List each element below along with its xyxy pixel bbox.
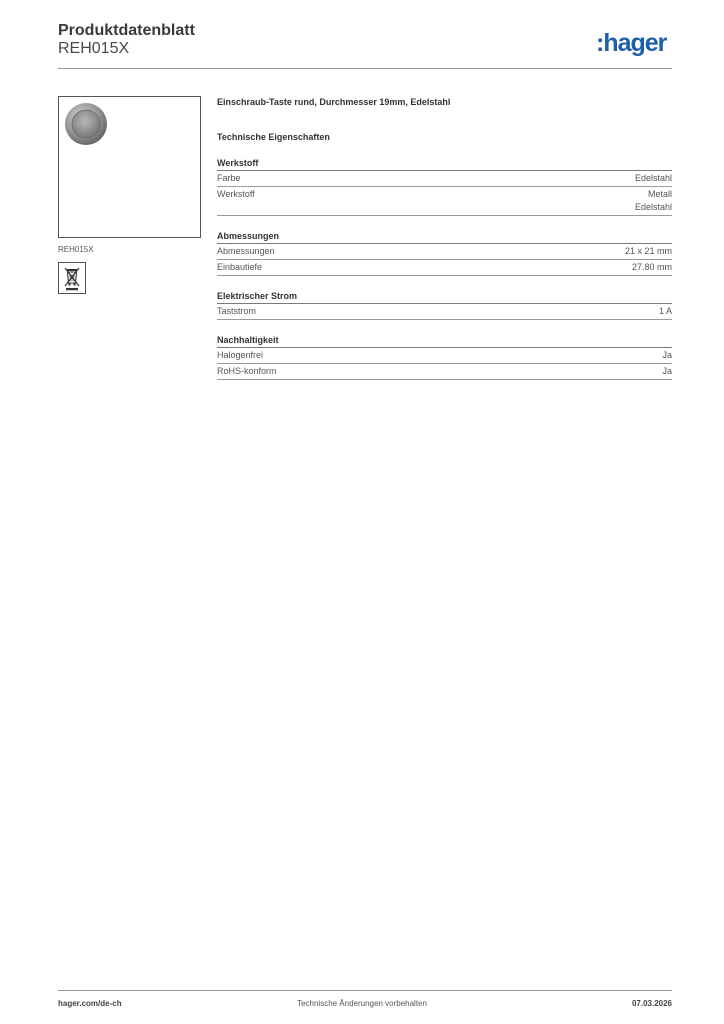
footer-date: 07.03.2026 [631,999,672,1008]
footer-disclaimer: Technische Änderungen vorbehalten [297,999,427,1008]
footer-divider [58,990,672,991]
section-title: Nachhaltigkeit [217,334,672,348]
spec-value: Edelstahl [634,173,672,183]
spec-value: 21 x 21 mm [624,246,672,256]
section-title: Elektrischer Strom [217,290,672,304]
product-image [63,101,109,147]
image-caption: REH015X [58,245,94,254]
logo-text: :hager [596,29,667,57]
spec-value: 27.80 mm [631,262,672,272]
spec-row [217,260,672,276]
spec-row [217,187,672,216]
section-werkstoff [217,157,672,216]
hager-logo [596,27,674,59]
spec-label: Halogenfrei [217,350,264,360]
section-title: Abmessungen [217,230,672,244]
spec-row [217,244,672,260]
product-code: REH015X [58,40,130,57]
spec-content [217,96,672,380]
spec-row [217,348,672,364]
spec-label: Werkstoff [217,189,255,199]
spec-value: Metall Edelstahl [634,189,672,212]
footer-website: hager.com/de-ch [58,999,122,1008]
spec-label: Einbautiefe [217,262,263,272]
page-title: Produktdatenblatt [58,22,195,39]
spec-label: RoHS-konform [217,366,277,376]
spec-value: 1 A [658,306,672,316]
spec-label: Taststrom [217,306,257,316]
spec-row [217,304,672,320]
spec-row [217,171,672,187]
weee-symbol-frame [58,262,86,294]
spec-value: Ja [662,350,672,360]
crossed-out-wheelie-bin-icon [59,263,85,293]
spec-row [217,364,672,380]
section-abmessungen [217,230,672,276]
product-description: Einschraub-Taste rund, Durchmesser 19mm, Edelstahl [217,97,451,107]
spec-label: Farbe [217,173,241,183]
spec-value: Ja [662,366,672,376]
section-title: Werkstoff [217,157,672,171]
section-elektrischer-strom [217,290,672,320]
header-divider [58,68,672,69]
product-image-frame [58,96,201,238]
section-nachhaltigkeit [217,334,672,380]
spec-label: Abmessungen [217,246,275,256]
technical-properties-heading: Technische Eigenschaften [217,132,330,142]
